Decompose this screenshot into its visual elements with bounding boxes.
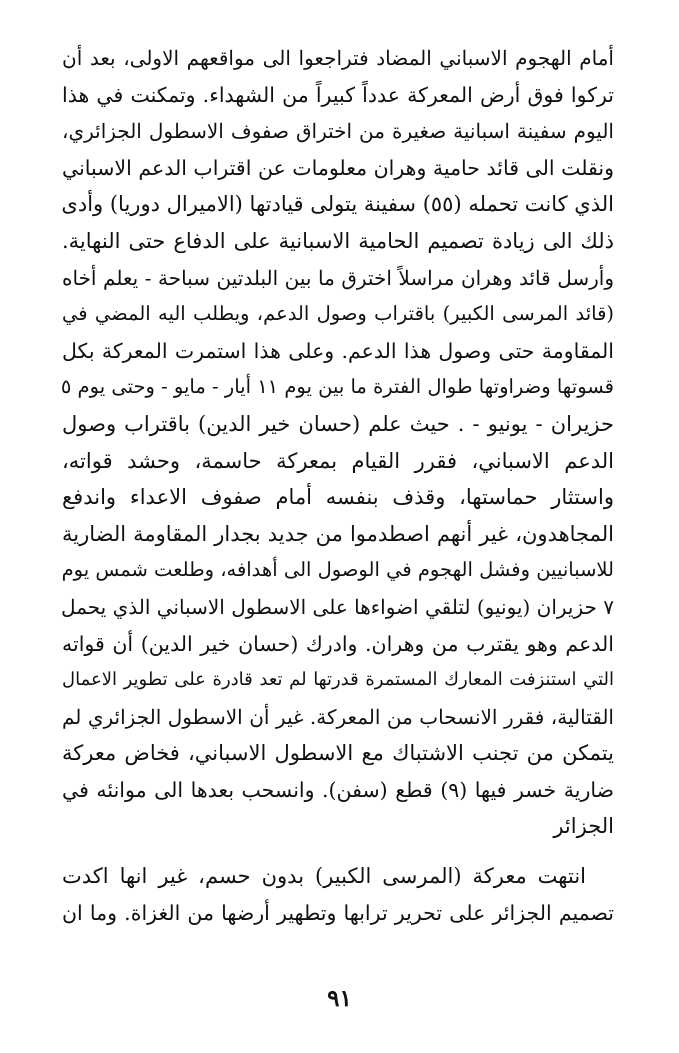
text-line: الدعم الاسباني، فقرر القيام بمعركة حاسمة، وحشد قواته، [62,448,614,473]
text-line: وأرسل قائد وهران مراسلاً اخترق ما بين البلدتين سباحة - يعلم أخاه [62,265,614,290]
text-line: تصميم الجزائر على تحرير ترابها وتطهير أرضها من الغزاة. وما ان [62,900,614,925]
text-line: انتهت معركة (المرسى الكبير) بدون حسم، غير انها اكدت [62,864,586,889]
text-line: المجاهدون، غير أنهم اصطدموا من جديد بجدار المقاومة الضارية [62,521,614,546]
text-line: للاسبانيين وفشل الهجوم في الوصول الى أهدافه، وطلعت شمس يوم [61,558,614,582]
text-line: التي استنزفت المعارك المستمرة قدرتها لم تعد قادرة على تطوير الاعمال [62,669,614,691]
paragraph-2 [62,858,614,931]
text-line: ذلك الى زيادة تصميم الحامية الاسبانية على الدفاع حتى النهاية. [62,228,614,253]
page-body [62,40,614,931]
text-line: الذي كانت تحمله (٥٥) سفينة يتولى قيادتها (الاميرال دوريا) وأدى [61,192,614,217]
text-line: حزيران - يونيو - . حيث علم (حسان خير الدين) باقتراب وصول [62,411,614,436]
text-line: القتالية، فقرر الانسحاب من المعركة. غير أن الاسطول الجزائري لم [62,704,614,729]
text-line: المقاومة حتى وصول هذا الدعم. وعلى هذا استمرت المعركة بكل [62,338,614,363]
text-line: ٧ حزيران (يونيو) لتلقي اضواءها على الاسطول الاسباني الذي يحمل [61,594,614,619]
page-number: ٩١ [327,985,352,1012]
text-line: واستثار حماستها، وقذف بنفسه أمام صفوف الاعداء واندفع [62,485,614,510]
text-line: ونقلت الى قائد حامية وهران معلومات عن اقتراب الدعم الاسباني [62,155,614,180]
paragraph-1 [62,40,614,845]
text-line: ضارية خسر فيها (٩) قطع (سفن). وانسحب بعدها الى موانئه في [62,777,614,802]
text-line: اليوم سفينة اسبانية صغيرة من اختراق صفوف الاسطول الجزائري، [62,119,614,144]
text-line: (قائد المرسى الكبير) باقتراب وصول الدعم، ويطلب اليه المضي في [62,302,614,326]
text-line: أمام الهجوم الاسباني المضاد فتراجعوا الى مواقعهم الاولى، بعد أن [62,46,614,70]
text-line: الجزائر [553,814,614,839]
text-line: قسوتها وضراوتها طوال الفترة ما بين يوم ١١ أيار - مايو - وحتى يوم ٥ [60,375,614,399]
text-line: الدعم وهو يقترب من وهران. وادرك (حسان خير الدين) أن قواته [62,631,614,656]
text-line: يتمكن من تجنب الاشتباك مع الاسطول الاسباني، فخاض معركة [62,741,614,766]
text-line: تركوا فوق أرض المعركة عدداً كبيراً من الشهداء. وتمكنت في هذا [62,82,614,107]
